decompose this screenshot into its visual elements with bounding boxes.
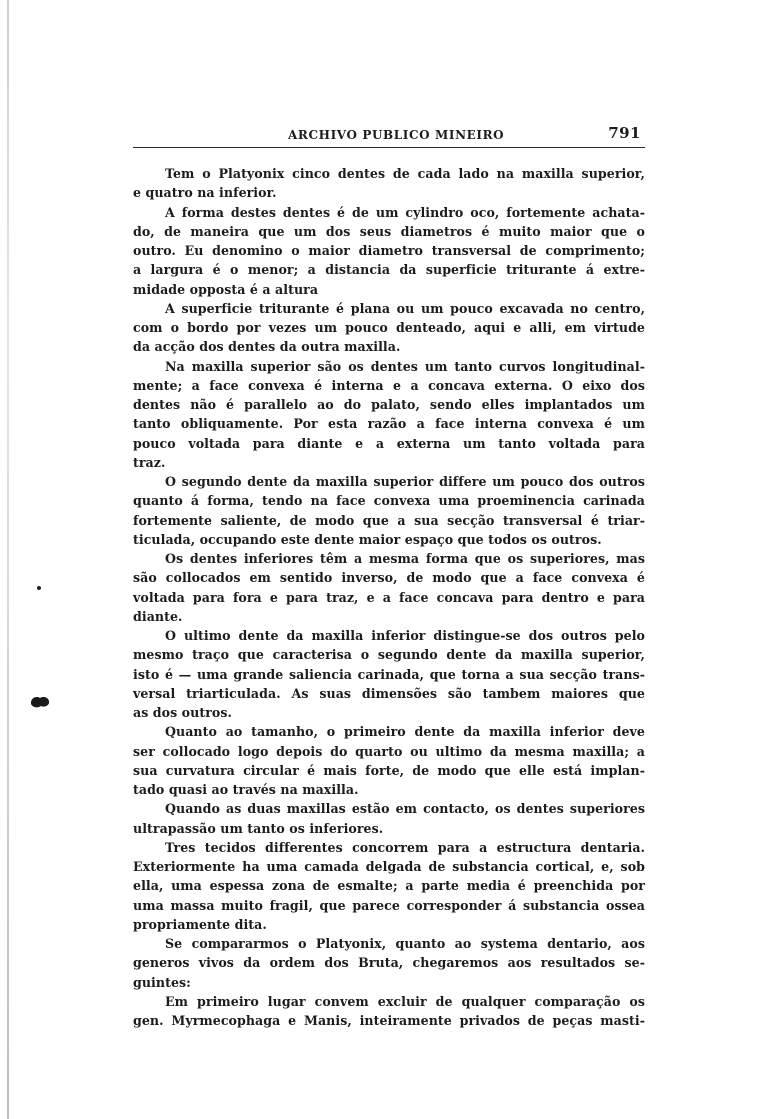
text-line: uma massa muito fragil, que parece corresponder á substancia ossea xyxy=(133,897,645,913)
text-line: as dos outros. xyxy=(133,705,232,720)
text-line: versal triarticulada. As suas dimensões são tambem maiores que xyxy=(133,685,645,701)
text-line: tado quasi ao través na maxilla. xyxy=(133,782,359,797)
text-line: mente; a face convexa é interna e a concava externa. O eixo dos xyxy=(133,377,645,393)
text-line: propriamente dita. xyxy=(133,916,267,932)
body-text xyxy=(133,164,645,1030)
text-line: O segundo dente da maxilla superior differe um pouco dos outros xyxy=(165,474,645,489)
page-number: 791 xyxy=(608,124,641,142)
text-line: ticulada, occupando este dente maior espaço que todos os outros. xyxy=(133,531,602,547)
text-line: Quando as duas maxillas estão em contacto, os dentes superiores xyxy=(165,801,645,817)
text-line: com o bordo por vezes um pouco denteado, aqui e alli, em virtude xyxy=(133,320,645,335)
text-line: Tem o Platyonix cinco dentes de cada lado na maxilla superior, xyxy=(165,166,645,181)
text-line: traz. xyxy=(133,454,166,470)
text-line: ella, uma espessa zona de esmalte; a parte media é preenchida por xyxy=(133,878,645,894)
text-line: quanto á forma, tendo na face convexa uma proeminencia carinada xyxy=(133,493,645,509)
text-line: guintes: xyxy=(133,974,191,990)
text-line: Na maxilla superior são os dentes um tanto curvos longitudinal- xyxy=(165,358,645,374)
page-edge-shadow xyxy=(7,0,9,1119)
text-line: Os dentes inferiores têm a mesma forma que os superiores, mas xyxy=(165,551,645,566)
text-line: são collocados em sentido inverso, de modo que a face convexa é xyxy=(133,570,645,586)
text-line: O ultimo dente da maxilla inferior distingue-se dos outros pelo xyxy=(165,628,645,643)
text-line: pouco voltada para diante e a externa um tanto voltada para xyxy=(133,435,645,451)
text-line: A superficie triturante é plana ou um pouco excavada no centro, xyxy=(165,300,645,316)
text-line: tanto obliquamente. Por esta razão a face interna convexa é um xyxy=(133,416,645,432)
text-line: Exteriormente ha uma camada delgada de substancia cortical, e, sob xyxy=(133,859,645,874)
text-line: ultrapassão um tanto os inferiores. xyxy=(133,820,384,836)
text-line: fortemente saliente, de modo que a sua secção transversal é triar- xyxy=(133,512,645,528)
text-line: mesmo traço que caracterisa o segundo dente da maxilla superior, xyxy=(133,647,645,663)
text-line: gen. Myrmecophaga e Manis, inteiramente privados de peças masti- xyxy=(133,1013,645,1028)
text-line: voltada para fora e para traz, e a face concava para dentro e para xyxy=(133,589,645,605)
header-rule xyxy=(133,147,645,148)
text-line: a largura é o menor; a distancia da superficie triturante á extre- xyxy=(133,262,645,278)
text-line: diante. xyxy=(133,608,183,624)
margin-ink-blot xyxy=(30,695,50,709)
text-line: A forma destes dentes é de um cylindro oco, fortemente achata- xyxy=(165,204,645,220)
text-line: Em primeiro lugar convem excluir de qualquer comparação os xyxy=(165,993,645,1009)
text-line: dentes não é parallelo ao do palato, sendo elles implantados um xyxy=(133,397,645,412)
text-line: ser collocado logo depois do quarto ou ultimo da mesma maxilla; a xyxy=(133,743,645,759)
text-line: generos vivos da ordem dos Bruta, chegaremos aos resultados se- xyxy=(133,955,645,971)
text-line: sua curvatura circular é mais forte, de modo que elle está implan- xyxy=(133,762,645,778)
text-line: do, de maneira que um dos seus diametros é muito maior que o xyxy=(133,223,645,239)
text-line: Quanto ao tamanho, o primeiro dente da maxilla inferior deve xyxy=(165,724,645,740)
text-line: midade opposta é a altura xyxy=(133,281,319,297)
text-line: da acção dos dentes da outra maxilla. xyxy=(133,339,401,355)
page-header xyxy=(133,122,645,146)
text-line: outro. Eu denomino o maior diametro transversal de comprimento; xyxy=(133,243,645,258)
text-line: Tres tecidos differentes concorrem para a estructura dentaria. xyxy=(165,839,645,855)
text-line: e quatro na inferior. xyxy=(133,185,277,201)
margin-dot-mark xyxy=(37,586,41,590)
text-line: isto é — uma grande saliencia carinada, que torna a sua secção trans- xyxy=(133,666,645,682)
text-line: Se compararmos o Platyonix, quanto ao systema dentario, aos xyxy=(165,936,645,951)
running-title: ARCHIVO PUBLICO MINEIRO xyxy=(288,128,505,142)
